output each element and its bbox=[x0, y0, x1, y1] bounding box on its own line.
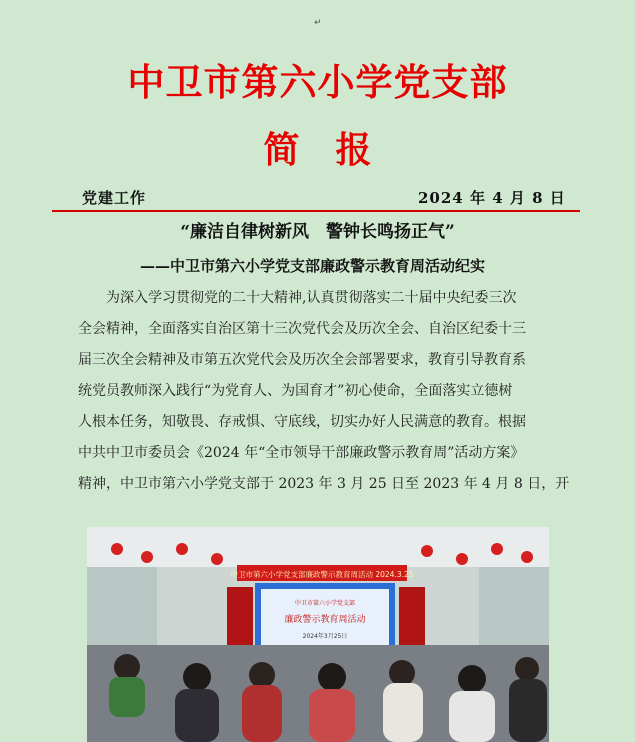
body-line: 精神，中卫市第六小学党支部于 2023 年 3 月 25 日至 2023 年 4 月 8 日，开 bbox=[78, 476, 570, 492]
article-headline: “廉洁自律树新风 警钟长鸣扬正气” bbox=[180, 222, 455, 242]
article-subheading: ——中卫市第六小学党支部廉政警示教育周活动纪实 bbox=[140, 257, 486, 275]
body-line: 届三次全会精神及市第五次党代会及历次全会部署要求，教育引导教育系 bbox=[78, 352, 526, 368]
body-line: 全会精神，全面落实自治区第十三次党代会及历次全会、自治区纪委十三 bbox=[78, 321, 526, 337]
body-line: 为深入学习贯彻党的二十大精神,认真贯彻落实二十届中央纪委三次 bbox=[106, 290, 517, 306]
body-line: 人根本任务，知敬畏、存戒惧、守底线，切实办好人民满意的教育。根据 bbox=[78, 414, 526, 430]
body-line: 统党员教师深入践行“为党育人、为国育才”初心使命，全面落实立德树 bbox=[78, 383, 513, 399]
issue-date: 2024 年 4 月 8 日 bbox=[418, 189, 566, 207]
category-label: 党建工作 bbox=[82, 189, 147, 207]
newsletter-subtitle: 简 报 bbox=[263, 129, 372, 171]
paragraph-mark: ↵ bbox=[314, 18, 322, 28]
screen-text-1: 中卫市第六小学党支部 bbox=[294, 600, 356, 607]
red-divider bbox=[52, 210, 580, 212]
screen-text-3: 2024年3月25日 bbox=[302, 633, 348, 640]
newsletter-title: 中卫市第六小学党支部 bbox=[127, 60, 508, 104]
banner-text: 中卫市第六小学党支部廉政警示教育周活动 2024.3.25 bbox=[230, 570, 414, 579]
meeting-photo bbox=[87, 527, 549, 742]
screen-text-2: 廉政警示教育周活动 bbox=[284, 615, 366, 625]
body-line: 中共中卫市委员会《2024 年“全市领导干部廉政警示教育周”活动方案》 bbox=[78, 445, 525, 461]
